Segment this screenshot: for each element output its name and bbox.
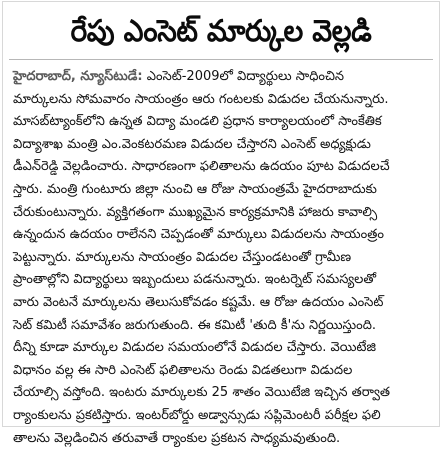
article-line: ప్రాంతాల్లోని విద్యార్థులు ఇబ్బందులు పడనున్నారు. ఇంటర్నెట్ సమస్యలతో: [13, 269, 431, 292]
article-line: దీన్ని కూడా మార్కుల విడుదల సమయంలోనే విడుదల చేస్తారు. వెయిటేజి: [13, 337, 431, 360]
article-line: వారు వెంటనే మార్కులను తెలుసుకోవడం కష్టమే. ఆ రోజు ఉదయం ఎంసెట్: [13, 292, 431, 315]
article-line: విద్యాశాఖ మంత్రి ఎం.వెంకటరమణ విడుదల చేస్తారని ఎంసెట్ అధ్యక్షుడు: [13, 134, 431, 157]
article-line: మాసబ్‌ట్యాంక్‌లోని ఉన్నత విద్యా మండలి ప్రధాన కార్యాలయంలో సాంకేతిక: [13, 111, 431, 134]
article-line: చేయాల్సి వస్తోంది. ఇంటరు మార్కులకు 25 శాతం వెయిటేజి ఇచ్చిన తర్వాత: [13, 382, 431, 405]
article-line: [13, 66, 431, 89]
article-line: స్తారు. మంత్రి గుంటూరు జిల్లా నుంచి ఆ రోజు సాయంత్రమే హైదరాబాదుకు: [13, 179, 431, 202]
article-line: సెట్ కమిటీ సమావేశం జరుగుతుంది. ఈ కమిటీ 'తుది కీ'ను నిర్ణయిస్తుంది.: [13, 315, 431, 338]
headline-divider: [9, 59, 433, 60]
article-line: తాలను వెల్లడించిన తరువాతే ర్యాంకుల ప్రకటన సాధ్యమవుతుంది.: [13, 428, 431, 450]
headline: రేపు ఎంసెట్ మార్కుల వెల్లడి: [18, 7, 423, 57]
dateline: హైదరాబాద్, న్యూస్‌టుడే:: [13, 69, 143, 84]
article-line: మార్కులను సోమవారం సాయంత్రం ఆరు గంటలకు విడుదల చేయనున్నారు.: [13, 89, 431, 112]
article-line: పెట్టున్నారు. మార్కులను సాయంత్రం విడుదల చేస్తుండటంతో గ్రామీణ: [13, 247, 431, 270]
article-line: చేరుకుంటున్నారు. వ్యక్తిగతంగా ముఖ్యమైన కార్యక్రమానికి హాజరు కావాల్సి: [13, 202, 431, 225]
article-body: [3, 66, 439, 450]
news-clipping: [2, 1, 440, 427]
article-line-text: ఎంసెట్-2009లో విద్యార్థులు సాధించిన: [147, 69, 344, 84]
article-line: డీఎన్‌రెడ్డి వెల్లడించారు. సాధారణంగా ఫలితాలను ఉదయం పూట విడుదలచే: [13, 156, 431, 179]
article-line: ర్యాంకులను ప్రకటిస్తారు. ఇంటర్‌బోర్డు అడ్వాన్సుడు సప్లిమెంటరీ పరీక్షల ఫలి: [13, 405, 431, 428]
article-line: విధానం వల్ల ఈ సారి ఎంసెట్ ఫలితాలను రెండు విడతలుగా విడుదల: [13, 360, 431, 383]
article-line: ఉన్నందున ఉదయం రాలేనని చెప్పడంతో మార్కులు విడుదలను సాయంత్రం: [13, 224, 431, 247]
